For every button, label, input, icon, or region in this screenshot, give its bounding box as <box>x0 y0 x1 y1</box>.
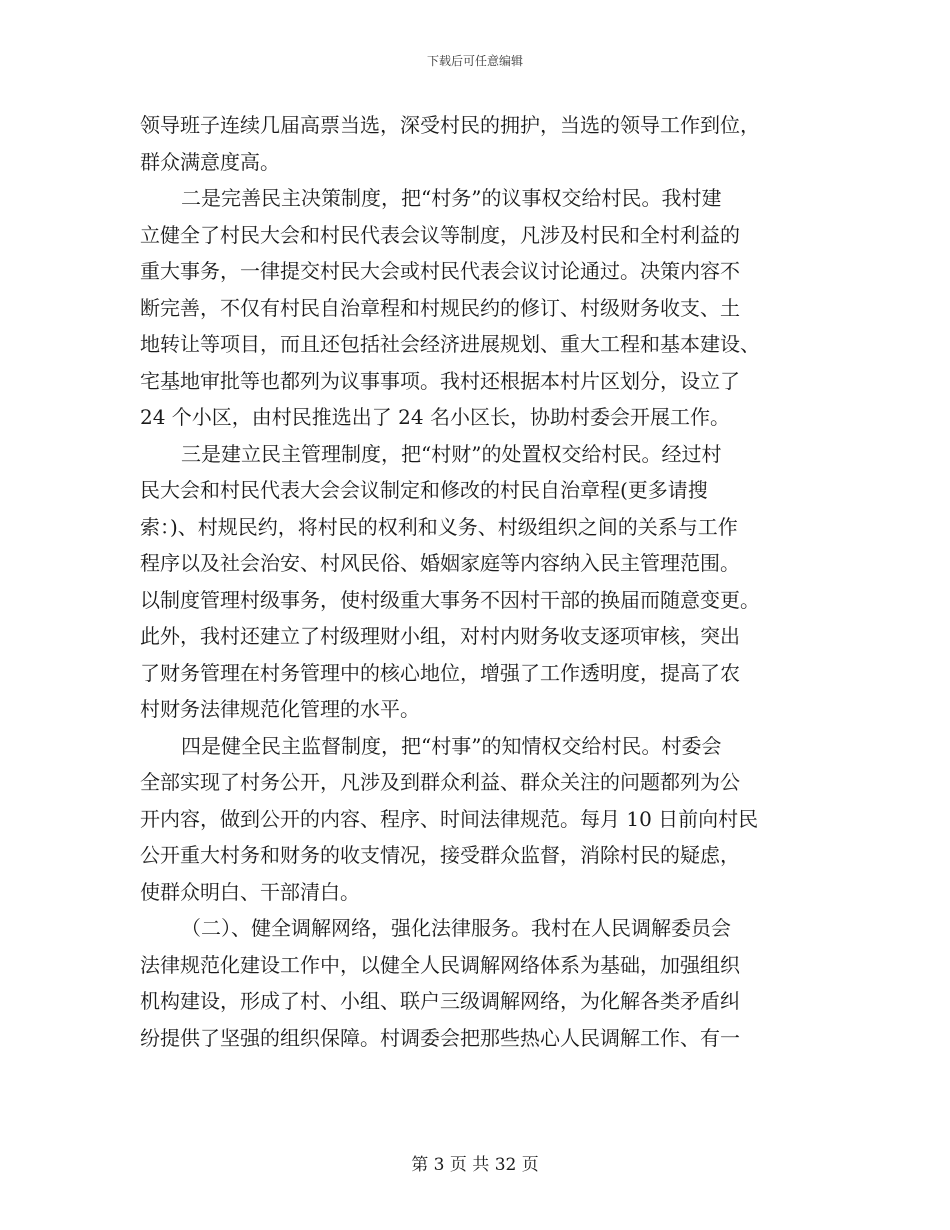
text-line: 领导班子连续几届高票当选，深受村民的拥护，当选的领导工作到位， <box>140 113 760 137</box>
text-line: 民大会和村民代表大会会议制定和修改的村民自治章程(更多请搜 <box>140 478 708 502</box>
text-line: 24 个小区，由村民推选出了 24 名小区长，协助村委会开展工作。 <box>140 405 730 429</box>
text-line: 纷提供了坚强的组织保障。村调委会把那些热心人民调解工作、有一 <box>140 1025 740 1050</box>
text-line: 了财务管理在村务管理中的核心地位，增强了工作透明度，提高了农 <box>140 660 740 685</box>
text-line: 公开重大村务和财务的收支情况，接受群众监督，消除村民的疑虑， <box>140 843 740 867</box>
text-line: 此外，我村还建立了村级理财小组，对村内财务收支逐项审核，突出 <box>140 624 740 648</box>
paragraph-start-line: 三是建立民主管理制度，把“村财”的处置权交给村民。经过村 <box>181 441 722 466</box>
text-line: 法律规范化建设工作中，以健全人民调解网络体系为基础，加强组织 <box>140 952 740 977</box>
text-line: 群众满意度高。 <box>140 149 280 174</box>
text-line: 断完善，不仅有村民自治章程和村规民约的修订、村级财务收支、土 <box>140 295 740 320</box>
text-line: 立健全了村民大会和村民代表会议等制度，凡涉及村民和全村利益的 <box>140 222 740 247</box>
text-line: 村财务法律规范化管理的水平。 <box>140 697 420 721</box>
text-line: 重大事务，一律提交村民大会或村民代表会议讨论通过。决策内容不 <box>140 259 740 283</box>
text-line: 使群众明白、干部清白。 <box>140 879 360 904</box>
text-line: 宅基地审批等也都列为议事事项。我村还根据本村片区划分，设立了 <box>140 368 740 393</box>
text-line: 开内容，做到公开的内容、程序、时间法律规范。每月 10 日前向村民 <box>140 806 759 831</box>
text-line: 以制度管理村级事务，使村级重大事务不因村干部的换届而随意变更。 <box>140 587 760 612</box>
document-body <box>140 107 816 1056</box>
text-line: 机构建设，形成了村、小组、联户三级调解网络，为化解各类矛盾纠 <box>140 989 740 1013</box>
text-line: 程序以及社会治安、村风民俗、婚姻家庭等内容纳入民主管理范围。 <box>140 551 740 575</box>
paragraph-start-line: 二是完善民主决策制度，把“村务”的议事权交给村民。我村建 <box>181 186 722 210</box>
text-line: 索：)、村规民约，将村民的权利和义务、村级组织之间的关系与工作 <box>140 514 738 539</box>
text-line: 全部实现了村务公开，凡涉及到群众利益、群众关注的问题都列为公 <box>140 770 740 794</box>
page-number-footer: 第 3 页 共 32 页 <box>411 1155 539 1175</box>
page-header-note: 下载后可任意编辑 <box>426 54 523 68</box>
paragraph-start-line: （二）、健全调解网络，强化法律服务。我村在人民调解委员会 <box>181 916 731 940</box>
paragraph-start-line: 四是健全民主监督制度，把“村事”的知情权交给村民。村委会 <box>181 733 722 758</box>
text-line: 地转让等项目，而且还包括社会经济进展规划、重大工程和基本建设、 <box>140 332 760 356</box>
